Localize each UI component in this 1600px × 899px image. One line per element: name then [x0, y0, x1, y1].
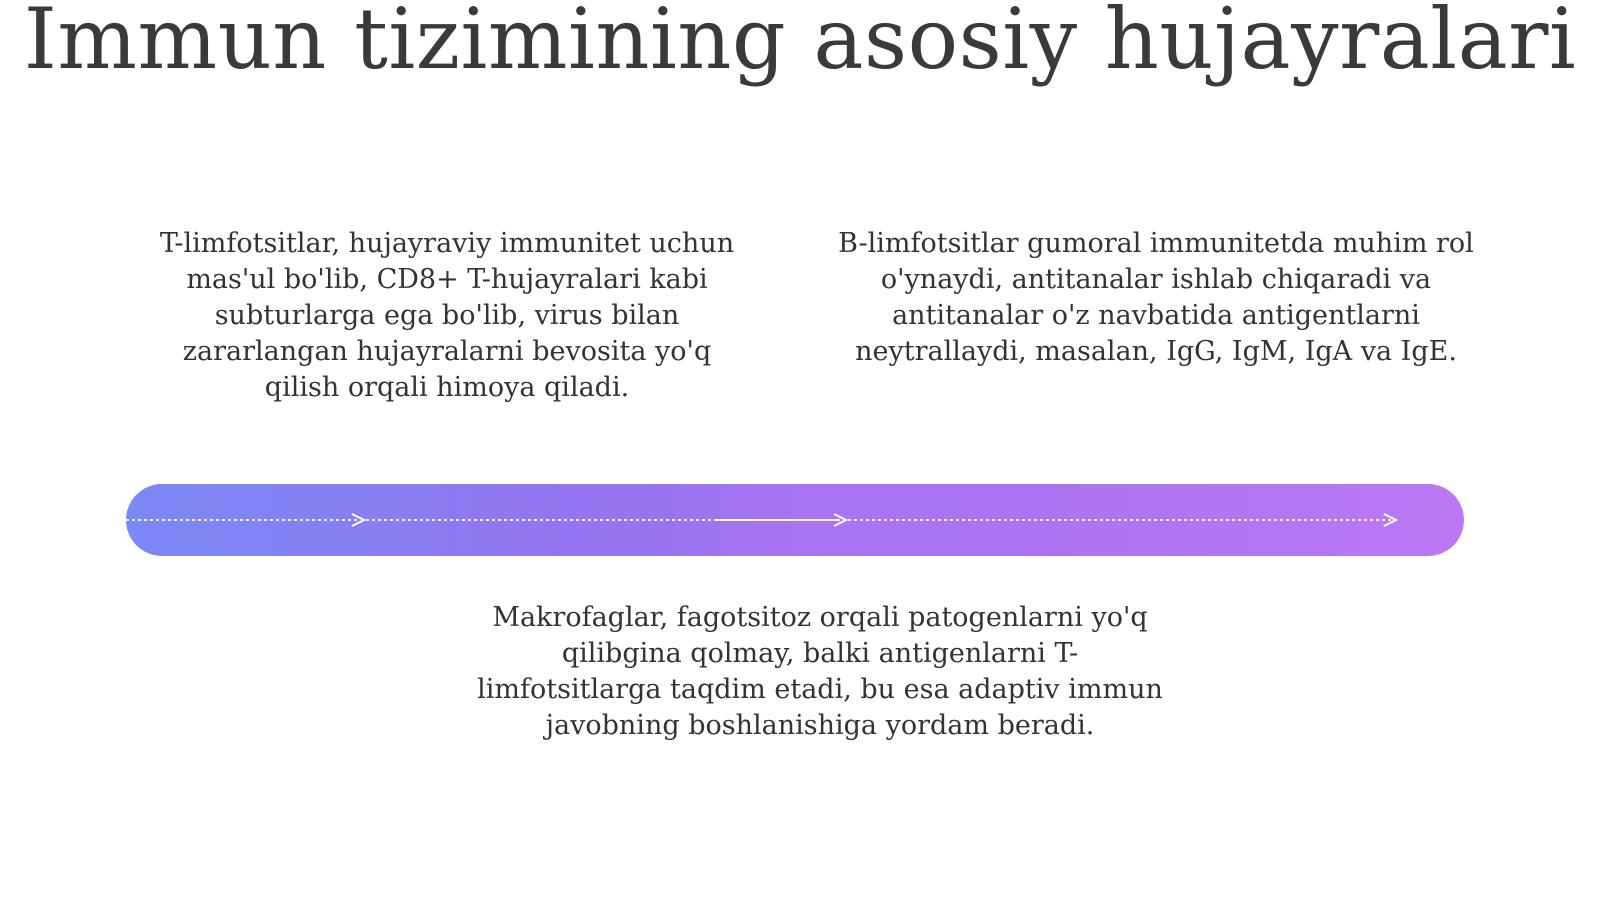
- timeline-arrows: [126, 484, 1464, 556]
- slide-title: Immun tizimining asosiy hujayralari: [23, 0, 1577, 88]
- arrow-head-icon: [352, 514, 364, 526]
- t-cells-text: T-limfotsitlar, hujayraviy immunitet uchun mas'ul bo'lib, CD8+ T-hujayralari kabi subturlarga ega bo'lib, virus bilan zararlangan hujayralarni bevosita yo'q qilish orqali himoya qiladi.: [159, 228, 735, 403]
- macrophages-text: Makrofaglar, fagotsitoz orqali patogenlarni yo'q qilibgina qolmay, balki antigenlarni T-limfotsitlarga taqdim etadi, bu esa adaptiv immun javobning boshlanishiga yordam beradi.: [477, 602, 1163, 741]
- b-cells-text: B-limfotsitlar gumoral immunitetda muhim rol o'ynaydi, antitanalar ishlab chiqaradi va antitanalar o'z navbatida antigentlarni neytrallaydi, masalan, IgG, IgM, IgA va IgE.: [838, 228, 1474, 367]
- timeline-bar: [126, 484, 1464, 556]
